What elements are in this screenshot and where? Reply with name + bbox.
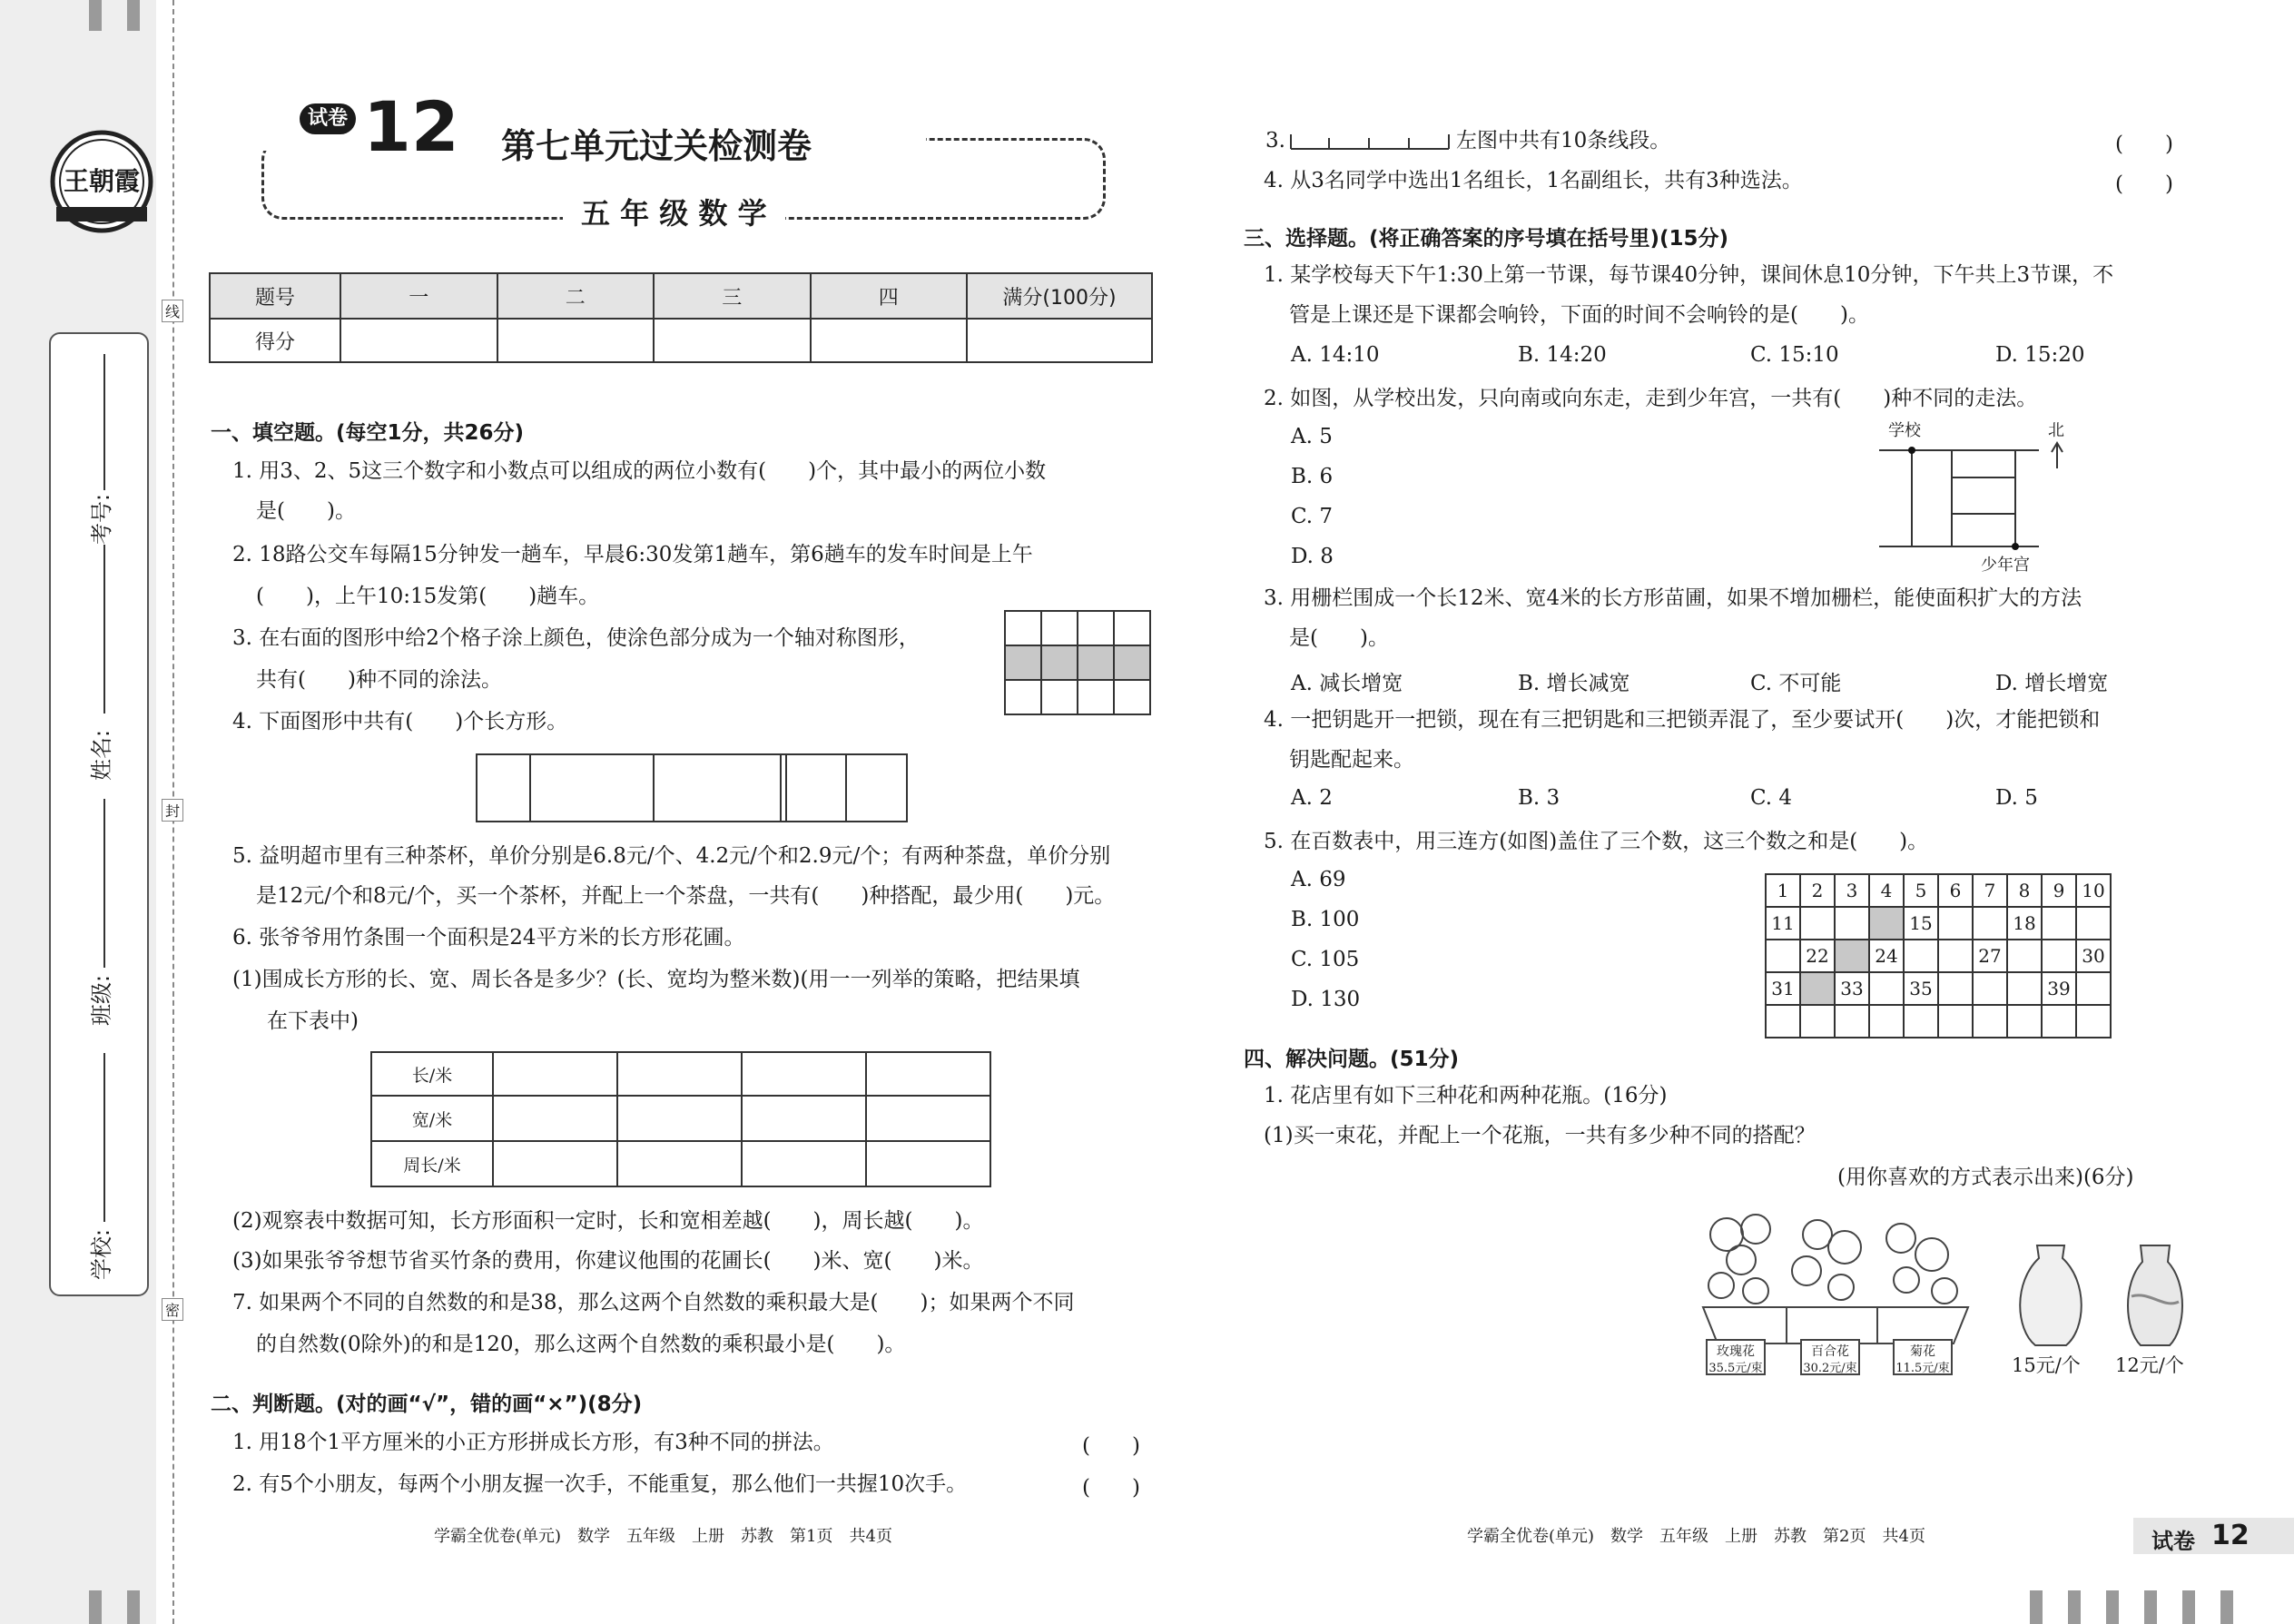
flower-price: 30.2元/束 — [1803, 1362, 1857, 1375]
hundred-cell — [2007, 940, 2042, 972]
vase-illustration — [2119, 1242, 2191, 1349]
flower-label: 菊花 — [1910, 1344, 1935, 1359]
binding-tick — [89, 0, 102, 31]
exam-number-label: 考号: — [89, 493, 114, 545]
table-row-label: 长/米 — [371, 1052, 493, 1096]
hundred-cell: 31 — [1766, 972, 1800, 1005]
hundred-cell: 11 — [1766, 907, 1800, 940]
hundred-cell — [1973, 972, 2007, 1005]
q1-5-line2: 是12元/个和8元/个，买一个茶杯，并配上一个茶盘，一共有( )种搭配，最少用( )元。 — [256, 884, 1116, 908]
school-label: 学校: — [89, 1228, 114, 1280]
hundred-cell: 3 — [1835, 874, 1869, 907]
table-row-label: 周长/米 — [371, 1141, 493, 1186]
hundred-cell — [2007, 972, 2042, 1005]
q3-2-option[interactable]: D. 8 — [1291, 545, 1334, 568]
symmetry-grid — [1004, 610, 1151, 715]
class-label: 班级: — [89, 974, 114, 1026]
hundred-cell — [2076, 907, 2111, 940]
seal-char: 线 — [162, 300, 183, 322]
table-row-label: 宽/米 — [371, 1096, 493, 1141]
hundred-cell — [1973, 1005, 2007, 1038]
hundred-cell: 22 — [1800, 940, 1835, 972]
hundred-cell — [1800, 907, 1835, 940]
table-cell[interactable] — [742, 1052, 866, 1096]
grid-cell-shaded[interactable] — [1041, 645, 1078, 680]
seal-char: 封 — [162, 799, 183, 822]
q3-5-option[interactable]: C. 105 — [1291, 948, 1360, 971]
hundred-cell: 9 — [2042, 874, 2076, 907]
hundred-cell — [1904, 1005, 1938, 1038]
test-tag-label: 试卷 — [2151, 1529, 2195, 1554]
q1-6: 6. 张爷爷用竹条围一个面积是24平方米的长方形花圃。 — [232, 926, 745, 950]
q1-3-line1: 3. 在右面的图形中给2个格子涂上颜色，使涂色部分成为一个轴对称图形， — [232, 626, 920, 650]
table-cell[interactable] — [866, 1141, 990, 1186]
grid-cell[interactable] — [1041, 680, 1078, 714]
flower-price: 11.5元/束 — [1895, 1362, 1950, 1375]
section2-title: 二、判断题。(对的画“√”，错的画“×”)(8分) — [211, 1393, 643, 1416]
seal-char: 密 — [162, 1298, 183, 1321]
score-header: 四 — [811, 273, 968, 319]
q1-7-line2: 的自然数(0除外)的和是120，那么这两个自然数的乘积最小是( )。 — [256, 1333, 906, 1356]
q3-2-option[interactable]: B. 6 — [1291, 465, 1334, 488]
q3-3-option[interactable]: C. 不可能 — [1750, 672, 1842, 695]
grid-cell[interactable] — [1114, 611, 1150, 645]
q2-1: 1. 用18个1平方厘米的小正方形拼成长方形，有3种不同的拼法。 — [232, 1431, 834, 1454]
grid-cell[interactable] — [1078, 611, 1114, 645]
q3-4-option[interactable]: A. 2 — [1291, 786, 1333, 810]
grid-cell[interactable] — [1114, 680, 1150, 714]
page-title: 第七单元过关检测卷 — [501, 126, 812, 166]
q1-7-line1: 7. 如果两个不同的自然数的和是38，那么这两个自然数的乘积最大是( )；如果两个不同 — [232, 1291, 1075, 1314]
table-cell[interactable] — [493, 1096, 617, 1141]
hundred-cell — [1835, 1005, 1869, 1038]
hundred-cell: 24 — [1869, 940, 1904, 972]
q3-2: 2. 如图，从学校出发，只向南或向东走，走到少年宫，一共有( )种不同的走法。 — [1264, 387, 2038, 410]
hundred-cell — [1938, 1005, 1973, 1038]
binding-tick — [127, 0, 140, 31]
name-label: 姓名: — [89, 729, 114, 781]
q1-5-line1: 5. 益明超市里有三种茶杯，单价分别是6.8元/个、4.2元/个和2.9元/个；有两种茶盘，单价分别 — [232, 844, 1111, 868]
score-header: 三 — [654, 273, 811, 319]
q3-3-line1: 3. 用栅栏围成一个长12米、宽4米的长方形苗圃，如果不增加栅栏，能使面积扩大的方法 — [1264, 586, 2082, 610]
q3-4-option[interactable]: D. 5 — [1995, 786, 2038, 810]
map-label-palace: 少年宫 — [1981, 556, 2030, 575]
hundred-cell: 33 — [1835, 972, 1869, 1005]
binding-tick — [2182, 1590, 2195, 1624]
q2-3-number: 3. — [1265, 129, 1285, 153]
page-subtitle: 五 年 级 数 学 — [563, 191, 785, 232]
answer-bracket[interactable]: ( ) — [1082, 1476, 1140, 1500]
score-cell[interactable] — [497, 319, 655, 362]
hundred-cell — [1973, 907, 2007, 940]
q3-1-option[interactable]: B. 14:20 — [1518, 343, 1607, 367]
score-cell[interactable] — [654, 319, 811, 362]
hundred-cell — [1869, 1005, 1904, 1038]
route-map — [1879, 441, 2079, 554]
table-cell[interactable] — [493, 1052, 617, 1096]
table-cell[interactable] — [742, 1141, 866, 1186]
hundred-cell — [1938, 940, 1973, 972]
q3-2-option[interactable]: A. 5 — [1291, 425, 1333, 448]
hundred-cell — [1800, 1005, 1835, 1038]
score-cell[interactable] — [967, 319, 1152, 362]
score-header: 二 — [497, 273, 655, 319]
q3-3-option[interactable]: D. 增长增宽 — [1995, 672, 2109, 695]
q1-3-line2: 共有( )种不同的涂法。 — [256, 668, 502, 692]
hundred-cell — [2042, 940, 2076, 972]
hundred-cell: 7 — [1973, 874, 2007, 907]
hundred-cell — [2042, 1005, 2076, 1038]
q3-5-option[interactable]: A. 69 — [1291, 868, 1346, 891]
score-header: 一 — [340, 273, 497, 319]
q1-6-1-line2: 在下表中) — [267, 1009, 359, 1033]
section3-title: 三、选择题。(将正确答案的序号填在括号里)(15分) — [1244, 227, 1729, 251]
q3-5-option[interactable]: B. 100 — [1291, 908, 1360, 931]
flower-label: 百合花 — [1811, 1344, 1849, 1359]
q4-1: 1. 花店里有如下三种花和两种花瓶。(16分) — [1264, 1084, 1668, 1107]
q3-1-option[interactable]: A. 14:10 — [1291, 343, 1380, 367]
q3-3-line2: 是( )。 — [1289, 626, 1389, 650]
answer-bracket[interactable]: ( ) — [2115, 133, 2173, 156]
q3-1-line1: 1. 某学校每天下午1:30上第一节课，每节课40分钟，课间休息10分钟，下午共上3节课，不 — [1264, 263, 2114, 287]
publisher-logo — [47, 127, 156, 236]
hundred-cell: 27 — [1973, 940, 2007, 972]
grid-cell[interactable] — [1041, 611, 1078, 645]
hundred-cell: 10 — [2076, 874, 2111, 907]
exam-number-field[interactable] — [103, 354, 105, 490]
hundred-cell — [1766, 940, 1800, 972]
table-cell[interactable] — [866, 1052, 990, 1096]
score-row-label: 得分 — [210, 319, 340, 362]
grid-cell-shaded[interactable] — [1005, 645, 1041, 680]
hundred-cell: 8 — [2007, 874, 2042, 907]
hundred-cell — [2076, 1005, 2111, 1038]
q1-2-line1: 2. 18路公交车每隔15分钟发一趟车，早晨6:30发第1趟车，第6趟车的发车时间是上午 — [232, 543, 1033, 566]
hundred-cell — [2042, 907, 2076, 940]
answer-bracket[interactable]: ( ) — [1082, 1434, 1140, 1458]
hundred-cell-covered — [1835, 940, 1869, 972]
score-cell[interactable] — [340, 319, 497, 362]
grid-cell-shaded[interactable] — [1078, 645, 1114, 680]
hundred-cell: 2 — [1800, 874, 1835, 907]
hundred-cell: 35 — [1904, 972, 1938, 1005]
q3-3-option[interactable]: A. 减长增宽 — [1291, 672, 1403, 695]
binding-tick — [89, 1590, 102, 1624]
binding-tick — [2068, 1590, 2081, 1624]
hundred-cell: 5 — [1904, 874, 1938, 907]
binding-tick — [127, 1590, 140, 1624]
q2-4: 4. 从3名同学中选出1名组长，1名副组长，共有3种选法。 — [1264, 169, 1803, 192]
q3-4-line1: 4. 一把钥匙开一把锁，现在有三把钥匙和三把锁弄混了，至少要试开( )次，才能把锁和 — [1264, 708, 2101, 732]
hundred-cell — [1766, 1005, 1800, 1038]
hundred-cell: 6 — [1938, 874, 1973, 907]
line-segment-figure — [1289, 129, 1451, 153]
q3-5-option[interactable]: D. 130 — [1291, 988, 1361, 1011]
vase-price: 12元/个 — [2115, 1354, 2184, 1376]
q2-2: 2. 有5个小朋友，每两个小朋友握一次手，不能重复，那么他们一共握10次手。 — [232, 1472, 968, 1496]
score-header: 题号 — [210, 273, 340, 319]
map-label-school: 学校 — [1888, 421, 1921, 440]
hundred-cell — [2076, 972, 2111, 1005]
test-badge: 试卷 — [300, 103, 356, 134]
table-cell[interactable] — [617, 1096, 742, 1141]
binding-tick — [2220, 1590, 2233, 1624]
grid-cell[interactable] — [1005, 680, 1041, 714]
hundred-cell: 30 — [2076, 940, 2111, 972]
test-tag-number: 12 — [2211, 1520, 2250, 1551]
hundred-cell — [1938, 972, 1973, 1005]
binding-tick — [2106, 1590, 2119, 1624]
hundred-cell — [1835, 907, 1869, 940]
section4-title: 四、解决问题。(51分) — [1244, 1048, 1460, 1071]
hundred-cell — [1904, 940, 1938, 972]
vase-illustration — [2010, 1242, 2092, 1349]
hundred-cell — [2007, 1005, 2042, 1038]
table-cell[interactable] — [742, 1096, 866, 1141]
name-field[interactable] — [103, 545, 105, 714]
table-cell[interactable] — [617, 1052, 742, 1096]
hundred-cell: 39 — [2042, 972, 2076, 1005]
q3-1-option[interactable]: D. 15:20 — [1995, 343, 2085, 367]
flower-label: 玫瑰花 — [1717, 1344, 1755, 1359]
score-table — [209, 272, 1153, 363]
grid-cell-shaded[interactable] — [1114, 645, 1150, 680]
q1-1-line1: 1. 用3、2、5这三个数字和小数点可以组成的两位小数有( )个，其中最小的两位小数 — [232, 459, 1047, 483]
class-field[interactable] — [103, 799, 105, 968]
flower-price: 35.5元/束 — [1708, 1362, 1763, 1375]
q3-1-line2: 管是上课还是下课都会响铃，下面的时间不会响铃的是( )。 — [1289, 303, 1869, 327]
table-cell[interactable] — [493, 1141, 617, 1186]
hundred-cell: 1 — [1766, 874, 1800, 907]
score-header: 满分(100分) — [967, 273, 1152, 319]
section1-title: 一、填空题。(每空1分，共26分) — [211, 421, 525, 445]
table-cell[interactable] — [866, 1096, 990, 1141]
q4-1-1: (1)买一束花，并配上一个花瓶，一共有多少种不同的搭配？ — [1264, 1124, 1816, 1147]
q3-3-option[interactable]: B. 增长减宽 — [1518, 672, 1630, 695]
score-cell[interactable] — [811, 319, 968, 362]
binding-tick — [2030, 1590, 2043, 1624]
q3-4-line2: 钥匙配起来。 — [1289, 748, 1414, 772]
q3-5: 5. 在百数表中，用三连方(如图)盖住了三个数，这三个数之和是( )。 — [1264, 830, 1929, 853]
hundred-cell: 18 — [2007, 907, 2042, 940]
length-width-table — [370, 1051, 991, 1187]
footer-left: 学霸全优卷(单元) 数学 五年级 上册 苏教 第1页 共4页 — [434, 1527, 892, 1546]
footer-right: 学霸全优卷(单元) 数学 五年级 上册 苏教 第2页 共4页 — [1467, 1527, 1925, 1546]
q3-4-option[interactable]: C. 4 — [1750, 786, 1793, 810]
hundred-cell — [1938, 907, 1973, 940]
q1-2-line2: ( )，上午10:15发第( )趟车。 — [256, 585, 600, 608]
hundred-cell: 4 — [1869, 874, 1904, 907]
rectangle-figure — [476, 753, 908, 822]
test-tag — [2133, 1518, 2294, 1554]
hundred-cell — [1869, 972, 1904, 1005]
q3-2-option[interactable]: C. 7 — [1291, 505, 1334, 528]
q4-1-1-note: (用你喜欢的方式表示出来)(6分) — [1837, 1166, 2134, 1189]
binding-tick — [2144, 1590, 2157, 1624]
hundred-cell: 15 — [1904, 907, 1938, 940]
q3-1-option[interactable]: C. 15:10 — [1750, 343, 1839, 367]
hundred-cell-covered — [1869, 907, 1904, 940]
vase-price: 15元/个 — [2012, 1354, 2081, 1376]
q2-3: 左图中共有10条线段。 — [1456, 129, 1671, 153]
q1-6-1-line1: (1)围成长方形的长、宽、周长各是多少？(长、宽均为整米数)(用一一列举的策略，把结果填 — [232, 968, 1080, 991]
map-label-north: 北 — [2048, 421, 2064, 440]
logo-text: 王朝霞 — [63, 166, 140, 196]
school-field[interactable] — [103, 1053, 105, 1222]
student-info-box — [49, 332, 149, 1296]
grid-cell[interactable] — [1078, 680, 1114, 714]
q3-4-option[interactable]: B. 3 — [1518, 786, 1561, 810]
q1-1-line2: 是( )。 — [256, 499, 356, 523]
table-cell[interactable] — [617, 1141, 742, 1186]
answer-bracket[interactable]: ( ) — [2115, 172, 2173, 196]
q1-4: 4. 下面图形中共有( )个长方形。 — [232, 710, 568, 733]
grid-cell[interactable] — [1005, 611, 1041, 645]
test-number: 12 — [363, 86, 459, 167]
q1-6-3: (3)如果张爷爷想节省买竹条的费用，你建议他围的花圃长( )米、宽( )米。 — [232, 1249, 984, 1273]
hundred-cell-covered — [1800, 972, 1835, 1005]
q1-6-2: (2)观察表中数据可知，长方形面积一定时，长和宽相差越( )，周长越( )。 — [232, 1209, 984, 1233]
hundred-chart — [1765, 873, 2112, 1038]
